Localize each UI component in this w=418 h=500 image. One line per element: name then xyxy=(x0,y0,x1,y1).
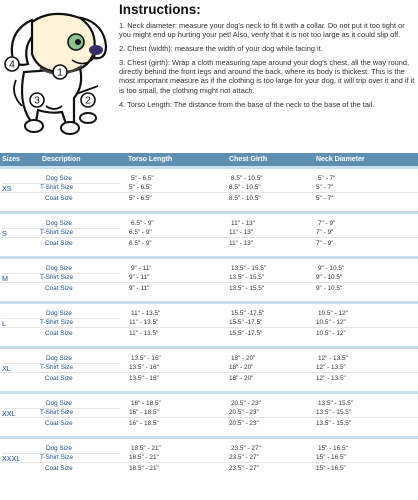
size-label: S xyxy=(2,229,7,238)
instruction-chest-width: 2. Chest (width): measure the width of your dog while facing it. xyxy=(119,44,323,54)
row-chest-girth: 23.5" - 27" xyxy=(229,453,259,461)
instructions-panel xyxy=(119,2,415,114)
table-row xyxy=(0,362,418,373)
group-rows xyxy=(0,351,418,383)
table-row xyxy=(0,407,418,418)
group-rows xyxy=(0,261,418,293)
row-chest-girth: 13.5" - 15.5" xyxy=(229,273,265,281)
svg-text:1: 1 xyxy=(57,67,63,79)
row-neck-diameter: 5" - 7" xyxy=(316,183,334,191)
row-description: Dog Size xyxy=(46,444,72,452)
row-chest-girth: 11" - 13" xyxy=(231,219,255,227)
svg-text:2: 2 xyxy=(85,95,91,107)
dog-illustration xyxy=(2,2,120,144)
group-separator xyxy=(0,166,418,169)
size-label: XXL xyxy=(2,409,16,418)
row-torso-length: 18.5" - 21" xyxy=(129,453,159,461)
size-group-xxl xyxy=(0,391,418,436)
row-chest-girth: 11" - 13" xyxy=(229,239,253,247)
row-chest-girth: 18" - 20" xyxy=(229,363,254,371)
row-chest-girth: 8.5" - 10.5" xyxy=(229,194,261,202)
table-row xyxy=(0,227,418,238)
row-neck-diameter: 13.5" - 15.5" xyxy=(316,408,352,416)
row-torso-length: 9" - 11" xyxy=(129,284,150,292)
row-chest-girth: 8.5" - 10.5" xyxy=(231,174,263,182)
table-row xyxy=(0,193,418,203)
table-row xyxy=(0,238,418,248)
row-description: Dog Size xyxy=(46,309,72,317)
table-body xyxy=(0,166,418,481)
svg-text:4: 4 xyxy=(9,59,15,71)
row-neck-diameter: 10.5" - 12" xyxy=(316,329,346,337)
row-description: Coat Size xyxy=(45,374,73,382)
group-separator xyxy=(0,256,418,259)
row-description: Dog Size xyxy=(46,219,72,227)
group-rows xyxy=(0,441,418,473)
row-chest-girth: 18" - 20" xyxy=(231,354,256,362)
dog-icon xyxy=(2,2,120,144)
row-description: T-Shirt Size xyxy=(40,408,74,416)
row-chest-girth: 23.5" - 27" xyxy=(229,464,259,472)
row-torso-length: 6.5" - 9" xyxy=(129,239,152,247)
row-neck-diameter: 15" - 16.5" xyxy=(316,464,346,472)
row-description: Dog Size xyxy=(46,174,72,182)
row-neck-diameter: 12" - 13.5" xyxy=(318,354,348,362)
row-neck-diameter: 15" - 16.5" xyxy=(318,444,348,452)
row-neck-diameter: 13.5" - 15.5" xyxy=(318,399,354,407)
size-group-l xyxy=(0,301,418,346)
table-row xyxy=(0,328,418,338)
svg-text:3: 3 xyxy=(34,95,40,107)
row-neck-diameter: 7" - 9" xyxy=(318,219,336,227)
row-torso-length: 5" - 6.5" xyxy=(129,194,152,202)
group-rows xyxy=(0,216,418,248)
row-description: Coat Size xyxy=(45,464,73,472)
row-torso-length: 9" - 11" xyxy=(131,264,152,272)
row-description: T-Shirt Size xyxy=(40,453,74,461)
table-row xyxy=(0,373,418,383)
row-chest-girth: 13.5" - 15.5" xyxy=(229,284,265,292)
group-rows xyxy=(0,171,418,203)
header-sizes: Sizes xyxy=(2,155,20,163)
size-group-s xyxy=(0,211,418,256)
size-label: XS xyxy=(2,184,12,193)
row-description: Coat Size xyxy=(45,194,73,202)
table-row xyxy=(0,463,418,473)
table-row xyxy=(0,452,418,463)
row-torso-length: 18.5" - 21" xyxy=(131,444,161,452)
row-torso-length: 18.5" - 21" xyxy=(129,464,159,472)
row-neck-diameter: 9" - 10.5" xyxy=(316,273,343,281)
instruction-chest-girth: 3. Chest (girth): Wrap a cloth measuring tape around your dog's chest, all the way round, directly behind the front legs and around the back, where its body is thickest. This is the most important measure as if the clothing is too large for your dog, it will trip over it and if it is too small, the clothing might not attach. xyxy=(119,58,415,95)
row-neck-diameter: 13.5" - 15.5" xyxy=(316,419,352,427)
row-neck-diameter: 9" - 10.5" xyxy=(318,264,345,272)
row-description: Dog Size xyxy=(46,399,72,407)
table-row xyxy=(0,272,418,283)
row-torso-length: 5" - 6.5" xyxy=(131,174,154,182)
size-label: L xyxy=(2,319,6,328)
group-rows xyxy=(0,396,418,428)
instruction-torso: 4. Torso Length: The distance from the base of the neck to the base of the tail. xyxy=(119,99,375,109)
row-chest-girth: 20.5" - 23" xyxy=(229,408,259,416)
row-torso-length: 5" - 6.5" xyxy=(129,183,152,191)
table-row xyxy=(0,182,418,193)
row-chest-girth: 15.5" -17.5" xyxy=(229,318,263,326)
row-description: T-Shirt Size xyxy=(40,228,74,236)
row-torso-length: 11" - 13.5" xyxy=(129,329,159,337)
row-chest-girth: 18" - 20" xyxy=(229,374,254,382)
row-description: Coat Size xyxy=(45,284,73,292)
group-separator xyxy=(0,301,418,304)
row-neck-diameter: 5" - 7" xyxy=(318,174,336,182)
instruction-neck: 1. Neck diameter: measure your dog's neck to fit it with a collar. Do not put it too tight or you might end up hurting your pet! Also, venfy that it is not too large as it could slip off. xyxy=(119,21,405,40)
row-torso-length: 11" - 13.5" xyxy=(129,318,159,326)
row-description: T-Shirt Size xyxy=(40,273,74,281)
header-torso-length: Torso Length xyxy=(128,155,173,163)
row-torso-length: 13.5" - 16" xyxy=(129,363,159,371)
size-label: XXXL xyxy=(2,454,21,463)
row-torso-length: 16" - 18.5" xyxy=(131,399,161,407)
header-description: Description xyxy=(42,155,81,163)
row-chest-girth: 13.5" - 15.5" xyxy=(231,264,267,272)
row-neck-diameter: 7" - 9" xyxy=(316,228,334,236)
row-neck-diameter: 9" - 10.5" xyxy=(316,284,343,292)
row-neck-diameter: 12" - 13.5" xyxy=(316,363,346,371)
table-row xyxy=(0,283,418,293)
row-chest-girth: 20.5" - 23" xyxy=(231,399,261,407)
row-description: T-Shirt Size xyxy=(40,183,74,191)
table-row xyxy=(0,317,418,328)
size-label: M xyxy=(2,274,8,283)
row-neck-diameter: 15" - 16.5" xyxy=(316,453,346,461)
row-neck-diameter: 5" - 7" xyxy=(316,194,334,202)
row-chest-girth: 8.5" - 10.5" xyxy=(229,183,261,191)
size-group-xs xyxy=(0,166,418,211)
row-neck-diameter: 10.5" - 12" xyxy=(318,309,348,317)
row-description: Coat Size xyxy=(45,419,73,427)
row-torso-length: 11" - 13.5" xyxy=(131,309,161,317)
header-chest-girth: Chest Girth xyxy=(229,155,268,163)
row-torso-length: 6.5" - 9" xyxy=(131,219,154,227)
size-group-xl xyxy=(0,346,418,391)
row-chest-girth: 15.5" -17.5" xyxy=(229,329,263,337)
group-separator xyxy=(0,391,418,394)
row-torso-length: 16" - 18.5" xyxy=(129,408,159,416)
table-header xyxy=(0,153,418,166)
row-description: Coat Size xyxy=(45,239,73,247)
group-separator xyxy=(0,211,418,214)
row-chest-girth: 15.5" -17.5" xyxy=(231,309,265,317)
row-torso-length: 13.5" - 16" xyxy=(129,374,159,382)
group-separator xyxy=(0,346,418,349)
row-neck-diameter: 10.5" - 12" xyxy=(316,318,346,326)
row-chest-girth: 20.5" - 23" xyxy=(229,419,259,427)
group-separator xyxy=(0,436,418,439)
row-description: T-Shirt Size xyxy=(40,363,74,371)
row-neck-diameter: 7" - 9" xyxy=(316,239,334,247)
row-description: Coat Size xyxy=(45,329,73,337)
instructions-title: Instructions: xyxy=(119,2,201,17)
row-torso-length: 9" - 11" xyxy=(129,273,150,281)
row-description: Dog Size xyxy=(46,264,72,272)
row-chest-girth: 11" - 13" xyxy=(229,228,253,236)
size-label: XL xyxy=(2,364,11,373)
size-group-m xyxy=(0,256,418,301)
row-description: T-Shirt Size xyxy=(40,318,74,326)
row-neck-diameter: 12" - 13.5" xyxy=(316,374,346,382)
row-torso-length: 13.5" - 16" xyxy=(131,354,161,362)
size-table xyxy=(0,153,418,481)
row-description: Dog Size xyxy=(46,354,72,362)
size-group-xxxl xyxy=(0,436,418,481)
header-neck-diameter: Neck Diameter xyxy=(316,155,365,163)
table-row xyxy=(0,418,418,428)
row-torso-length: 16" - 18.5" xyxy=(129,419,159,427)
row-torso-length: 6.5" - 9" xyxy=(129,228,152,236)
row-chest-girth: 23.5" - 27" xyxy=(231,444,261,452)
group-rows xyxy=(0,306,418,338)
